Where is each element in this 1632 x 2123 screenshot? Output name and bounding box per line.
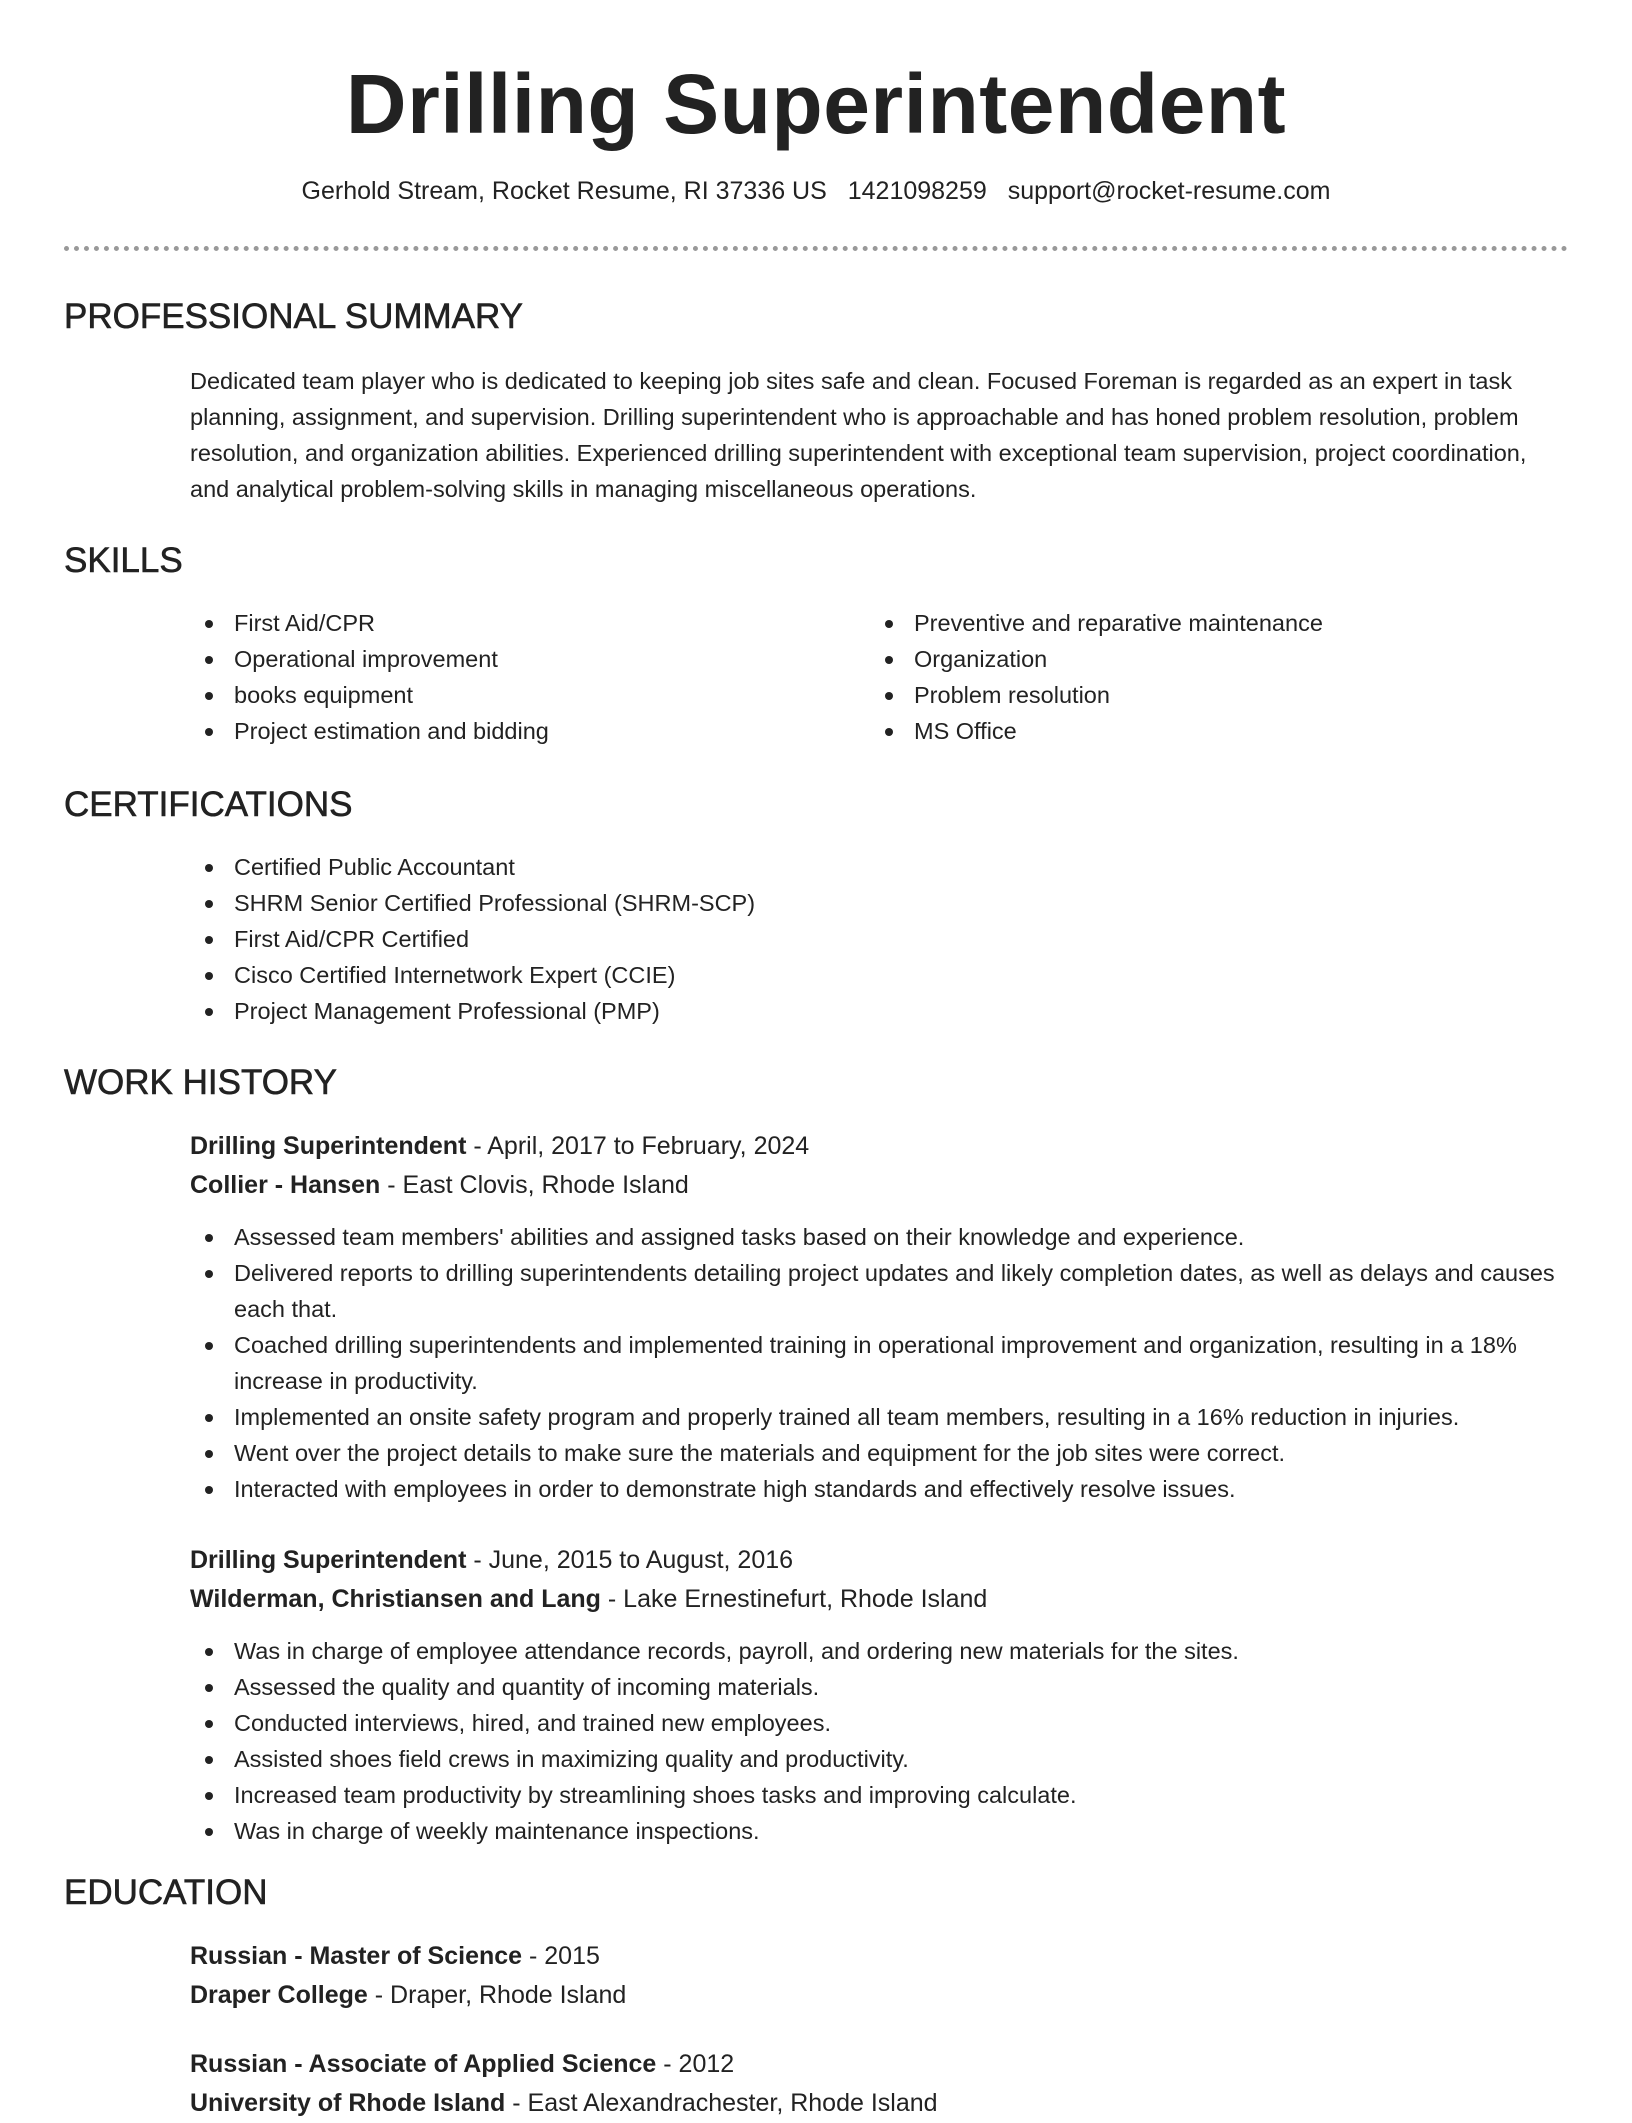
contact-phone: 1421098259: [847, 177, 987, 205]
skills-section: [64, 539, 1568, 749]
certifications-section: [64, 783, 1568, 1029]
certification-item: Certified Public Accountant: [190, 849, 1568, 885]
skill-item: Project estimation and bidding: [190, 713, 870, 749]
education-degree: Russian - Associate of Applied Science: [190, 2050, 657, 2078]
skill-item: Preventive and reparative maintenance: [870, 605, 1550, 641]
job-role: Drilling Superintendent: [190, 1546, 467, 1574]
education-year: - 2012: [656, 2050, 735, 2078]
education-degree-line: [190, 1937, 1568, 1976]
job-duty-item: Interacted with employees in order to demonstrate high standards and effectively resolve issues.: [190, 1471, 1568, 1507]
job-title-line: [190, 1541, 1568, 1580]
job-entry: [190, 1541, 1568, 1849]
contact-address: Gerhold Stream, Rocket Resume, RI 37336 US: [301, 177, 827, 205]
contact-info: [64, 174, 1568, 208]
job-duty-item: Was in charge of weekly maintenance inspections.: [190, 1813, 1568, 1849]
certifications-title: CERTIFICATIONS: [64, 785, 353, 824]
header-divider: [64, 246, 1568, 251]
skill-item: MS Office: [870, 713, 1550, 749]
job-company-line: [190, 1166, 1568, 1205]
job-location: - Lake Ernestinefurt, Rhode Island: [600, 1585, 988, 1613]
education-location: - East Alexandrachester, Rhode Island: [505, 2089, 938, 2117]
job-duty-item: Went over the project details to make sure the materials and equipment for the job sites were correct.: [190, 1435, 1568, 1471]
skill-item: Organization: [870, 641, 1550, 677]
job-duty-item: Delivered reports to drilling superintendents detailing project updates and likely completion dates, as well as delays and causes each that.: [190, 1255, 1568, 1327]
job-duty-item: Increased team productivity by streamlining shoes tasks and improving calculate.: [190, 1777, 1568, 1813]
job-title-line: [190, 1127, 1568, 1166]
job-duties-list: [190, 1633, 1568, 1849]
job-duties-list: [190, 1219, 1568, 1507]
work-history-section: [64, 1061, 1568, 1849]
skills-left-list: [190, 605, 870, 749]
education-school-line: [190, 1976, 1568, 2015]
skill-item: First Aid/CPR: [190, 605, 870, 641]
job-duty-item: Coached drilling superintendents and implemented training in operational improvement and organization, resulting in a 18% increase in productivity.: [190, 1327, 1568, 1399]
job-dates: - April, 2017 to February, 2024: [466, 1132, 810, 1160]
contact-email: support@rocket-resume.com: [1007, 177, 1331, 205]
job-company: Wilderman, Christiansen and Lang: [190, 1585, 601, 1613]
job-duty-item: Was in charge of employee attendance records, payroll, and ordering new materials for the sites.: [190, 1633, 1568, 1669]
education-title: EDUCATION: [64, 1873, 268, 1912]
job-entry: [190, 1127, 1568, 1507]
resume-name: Drilling Superintendent: [345, 57, 1287, 151]
job-location: - East Clovis, Rhode Island: [380, 1171, 689, 1199]
education-year: - 2015: [522, 1942, 600, 1970]
certifications-list: [190, 849, 1568, 1029]
education-school: University of Rhode Island: [190, 2089, 506, 2117]
skills-columns: [190, 605, 1568, 749]
job-duty-item: Conducted interviews, hired, and trained new employees.: [190, 1705, 1568, 1741]
skills-title: SKILLS: [64, 541, 183, 580]
certification-item: Cisco Certified Internetwork Expert (CCIE): [190, 957, 1568, 993]
summary-section: [64, 295, 1568, 507]
job-duty-item: Assessed the quality and quantity of incoming materials.: [190, 1669, 1568, 1705]
education-degree-line: [190, 2045, 1568, 2084]
skill-item: Operational improvement: [190, 641, 870, 677]
skills-right-list: [870, 605, 1550, 749]
job-duty-item: Assessed team members' abilities and assigned tasks based on their knowledge and experience.: [190, 1219, 1568, 1255]
education-location: - Draper, Rhode Island: [367, 1981, 627, 2009]
job-role: Drilling Superintendent: [190, 1132, 467, 1160]
education-degree: Russian - Master of Science: [190, 1942, 523, 1970]
certification-item: Project Management Professional (PMP): [190, 993, 1568, 1029]
education-school-line: [190, 2084, 1568, 2123]
education-entry: [190, 1937, 1568, 2015]
summary-title: PROFESSIONAL SUMMARY: [64, 297, 523, 336]
skill-item: Problem resolution: [870, 677, 1550, 713]
education-entry: [190, 2045, 1568, 2123]
job-duty-item: Implemented an onsite safety program and properly trained all team members, resulting in a 16% reduction in injuries.: [190, 1399, 1568, 1435]
work-history-title: WORK HISTORY: [64, 1063, 337, 1102]
certification-item: First Aid/CPR Certified: [190, 921, 1568, 957]
certification-item: SHRM Senior Certified Professional (SHRM-SCP): [190, 885, 1568, 921]
job-company: Collier - Hansen: [190, 1171, 381, 1199]
job-duty-item: Assisted shoes field crews in maximizing quality and productivity.: [190, 1741, 1568, 1777]
skill-item: books equipment: [190, 677, 870, 713]
education-section: [64, 1871, 1568, 2123]
summary-text: Dedicated team player who is dedicated to keeping job sites safe and clean. Focused Foreman is regarded as an expert in task planning, assignment, and supervision. Drilling superintendent who is approachable and has honed problem resolution, problem resolution, and organization abilities. Experienced drilling superintendent with exceptional team supervision, project coordination, and analytical problem-solving skills in managing miscellaneous operations.: [190, 368, 1527, 502]
job-dates: - June, 2015 to August, 2016: [466, 1546, 794, 1574]
job-company-line: [190, 1580, 1568, 1619]
education-school: Draper College: [190, 1981, 368, 2009]
